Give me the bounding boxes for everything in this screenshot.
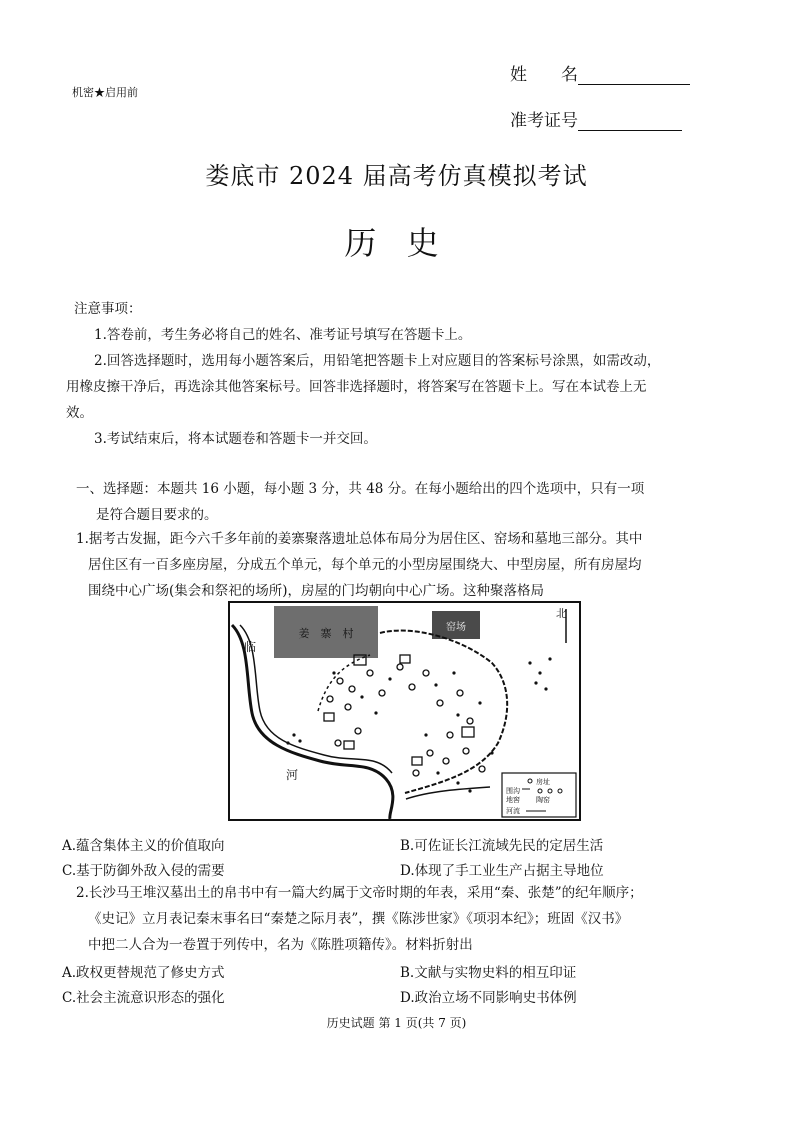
question-1-text: 围绕中心广场(集会和祭祀的场所)，房屋的门均朝向中心广场。这种聚落格局 xyxy=(88,583,545,599)
jiangzhai-site-map xyxy=(228,601,581,821)
question-1-text: 1.据考古发掘，距今六千多年前的姜寨聚落遗址总体布局分为居住区、窑场和墓地三部分。其中 xyxy=(76,531,643,547)
legend-river: 河流 xyxy=(506,807,520,815)
river-label-he: 河 xyxy=(286,768,299,782)
exam-number-blank xyxy=(578,112,682,131)
question-2-text: 《史记》立月表记秦末事名曰“秦楚之际月表”，撰《陈涉世家》《项羽本纪》；班固《汉书》 xyxy=(88,911,629,927)
question-1-text: 居住区有一百多座房屋，分成五个单元，每个单元的小型房屋围绕大、中型房屋，所有房屋均 xyxy=(88,557,642,573)
question-2-option-c[interactable]: C.社会主流意识形态的强化 xyxy=(62,990,225,1006)
question-2-text: 中把二人合为一卷置于列传中，名为《陈胜项籍传》。材料折射出 xyxy=(88,937,473,953)
question-1-option-c[interactable]: C.基于防御外敌入侵的需要 xyxy=(62,863,225,879)
house-sites xyxy=(324,655,485,776)
river-label-lin: 临 xyxy=(244,640,257,654)
question-2-option-b[interactable]: B.文献与实物史料的相互印证 xyxy=(400,965,577,981)
north-label: 北 xyxy=(556,607,567,620)
legend-pit: 陶窑 xyxy=(536,796,550,804)
moat-east xyxy=(380,631,507,793)
exam-title: 娄底市 2024 届高考仿真模拟考试 xyxy=(205,162,588,190)
exam-number-field xyxy=(510,106,682,131)
name-blank xyxy=(578,66,690,85)
page-footer: 历史试题 第 1 页(共 7 页) xyxy=(326,1016,467,1030)
notice-item: 2.回答选择题时，选用每小题答案后，用铅笔把答题卡上对应题目的答案标号涂黑，如需改动， xyxy=(94,353,661,369)
notice-item: 用橡皮擦干净后，再选涂其他答案标号。回答非选择题时，将答案写在答题卡上。写在本试卷上无 xyxy=(66,379,647,395)
confidential-mark: 机密★启用前 xyxy=(72,86,138,99)
notice-item: 效。 xyxy=(66,405,93,421)
legend-grave: 地窖 xyxy=(506,796,520,804)
section-heading-cont: 是符合题目要求的。 xyxy=(96,507,218,523)
legend-moat: 围沟 xyxy=(506,787,520,795)
name-label: 姓 名 xyxy=(510,65,578,85)
notice-item: 1.答卷前，考生务必将自己的姓名、准考证号填写在答题卡上。 xyxy=(94,327,472,343)
legend-house: 房址 xyxy=(536,778,550,786)
question-1-option-d[interactable]: D.体现了手工业生产占据主导地位 xyxy=(400,863,604,879)
kiln-label: 窑场 xyxy=(446,622,466,633)
site-map-drawing xyxy=(230,603,579,819)
subject-title: 历 史 xyxy=(344,224,449,262)
question-2-text: 2.长沙马王堆汉墓出土的帛书中有一篇大约属于文帝时期的年表，采用“秦、张楚”的纪年顺序； xyxy=(76,885,643,901)
notice-heading: 注意事项： xyxy=(74,301,142,317)
question-2-option-a[interactable]: A.政权更替规范了修史方式 xyxy=(62,965,225,981)
name-field xyxy=(510,60,690,85)
village-label: 姜 寨 村 xyxy=(298,627,354,640)
notice-item: 3.考试结束后，将本试题卷和答题卡一并交回。 xyxy=(94,431,377,447)
moat-west xyxy=(318,655,370,711)
question-1-option-b[interactable]: B.可佐证长江流域先民的定居生活 xyxy=(400,838,604,854)
exam-number-label: 准考证号 xyxy=(510,111,578,131)
section-heading: 一、选择题：本题共 16 小题，每小题 3 分，共 48 分。在每小题给出的四个选项中，只有一项 xyxy=(76,481,645,497)
question-1-option-a[interactable]: A.蕴含集体主义的价值取向 xyxy=(62,838,225,854)
question-2-option-d[interactable]: D.政治立场不同影响史书体例 xyxy=(400,990,577,1006)
